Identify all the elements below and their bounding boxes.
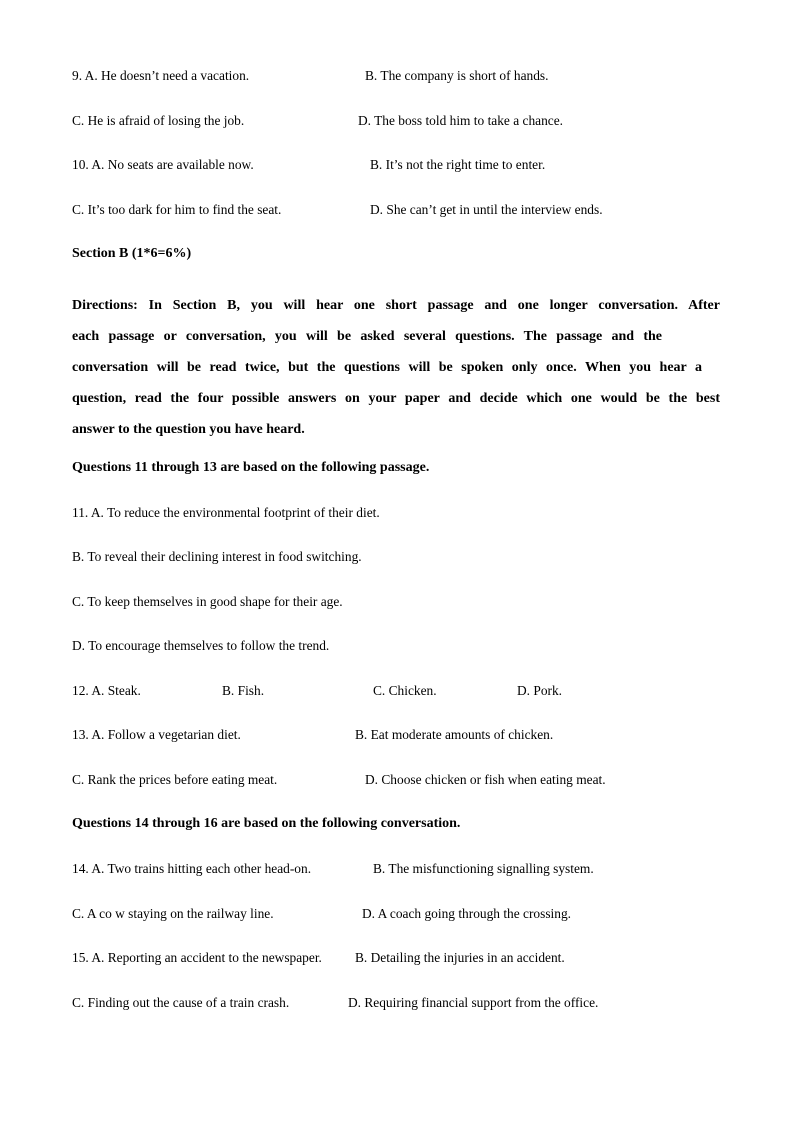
q13-option-b: B. Eat moderate amounts of chicken.	[355, 727, 554, 742]
q9-option-b: B. The company is short of hands.	[365, 68, 549, 83]
q9-option-c: C. He is afraid of losing the job.	[72, 113, 245, 128]
passage-heading: Questions 11 through 13 are based on the following passage.	[72, 460, 430, 475]
conversation-heading: Questions 14 through 16 are based on the following conversation.	[72, 816, 461, 831]
q15-option-b: B. Detailing the injuries in an accident.	[355, 950, 565, 965]
section-b-directions	[72, 290, 720, 445]
q15-option-d: D. Requiring financial support from the office.	[348, 995, 599, 1010]
q12-option-c: C. Chicken.	[373, 683, 437, 698]
q11-option-c: C. To keep themselves in good shape for their age.	[72, 594, 343, 609]
q13-option-c: C. Rank the prices before eating meat.	[72, 772, 278, 787]
q10-option-b: B. It’s not the right time to enter.	[370, 157, 546, 172]
q12-option-a: 12. A. Steak.	[72, 683, 141, 698]
directions-line: conversation will be read twice, but the questions will be spoken only once. When you hear a	[72, 360, 702, 375]
q12-option-b: B. Fish.	[222, 683, 265, 698]
q10-option-a: 10. A. No seats are available now.	[72, 157, 254, 172]
q14-option-a: 14. A. Two trains hitting each other head-on.	[72, 861, 312, 876]
directions-line: Directions: In Section B, you will hear one short passage and one longer conversation. After	[72, 298, 720, 313]
q11-option-b: B. To reveal their declining interest in food switching.	[72, 549, 362, 564]
q14-option-d: D. A coach going through the crossing.	[362, 906, 572, 921]
q10-option-d: D. She can’t get in until the interview ends.	[370, 202, 603, 217]
q12-option-d: D. Pork.	[517, 683, 563, 698]
directions-line: answer to the question you have heard.	[72, 422, 305, 437]
q15-option-c: C. Finding out the cause of a train crash.	[72, 995, 290, 1010]
q13-option-d: D. Choose chicken or fish when eating meat.	[365, 772, 606, 787]
q9-option-a: 9. A. He doesn’t need a vacation.	[72, 68, 250, 83]
q14-option-c: C. A co w staying on the railway line.	[72, 906, 274, 921]
q11-option-a: 11. A. To reduce the environmental footprint of their diet.	[72, 505, 380, 520]
directions-line: each passage or conversation, you will be asked several questions. The passage and the	[72, 329, 662, 344]
q9-option-d: D. The boss told him to take a chance.	[358, 113, 564, 128]
q14-option-b: B. The misfunctioning signalling system.	[373, 861, 594, 876]
q13-option-a: 13. A. Follow a vegetarian diet.	[72, 727, 241, 742]
q11-option-d: D. To encourage themselves to follow the trend.	[72, 638, 330, 653]
q10-option-c: C. It’s too dark for him to find the seat.	[72, 202, 282, 217]
section-b-title: Section B (1*6=6%)	[72, 246, 192, 261]
q15-option-a: 15. A. Reporting an accident to the newspaper.	[72, 950, 322, 965]
directions-line: question, read the four possible answers on your paper and decide which one would be the best	[72, 391, 720, 406]
